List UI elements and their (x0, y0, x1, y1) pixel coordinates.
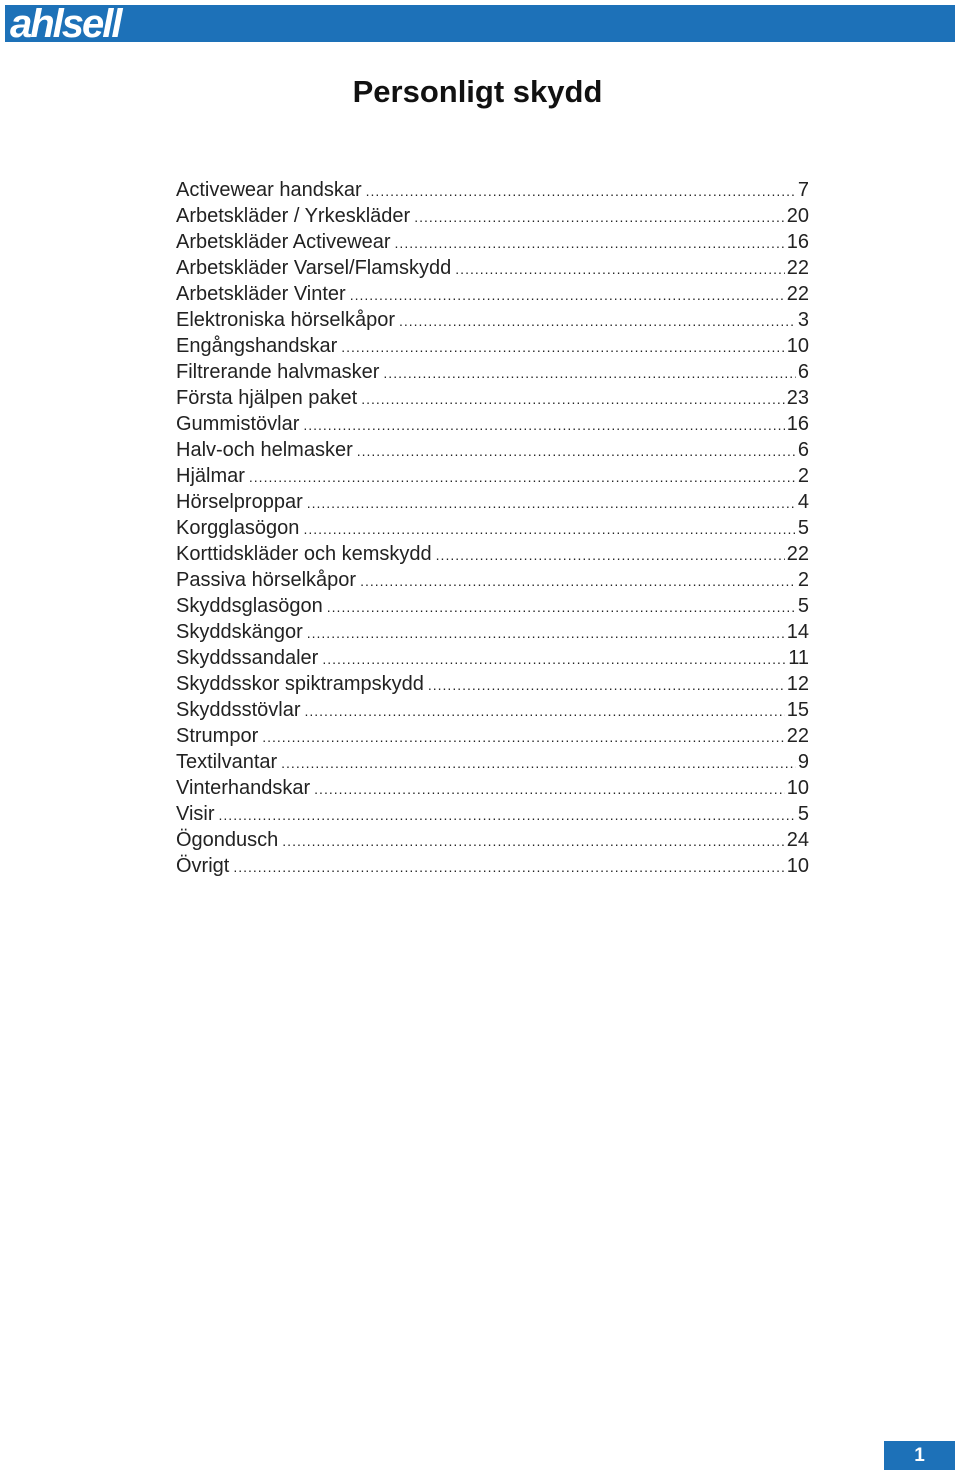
toc-entry-page: 3 (797, 309, 809, 331)
toc-dot-leader (341, 334, 785, 360)
toc-entry-label: Passiva hörselkåpor (176, 569, 357, 591)
toc-dot-leader (395, 230, 785, 256)
toc-entry[interactable] (176, 489, 809, 515)
toc-entry[interactable] (176, 853, 809, 879)
toc-entry-page: 5 (797, 595, 809, 617)
toc-entry-page: 22 (786, 725, 809, 747)
toc-dot-leader (307, 490, 796, 516)
toc-entry-page: 7 (797, 179, 809, 201)
toc-entry-page: 20 (786, 205, 809, 227)
toc-entry-page: 5 (797, 517, 809, 539)
toc-entry[interactable] (176, 723, 809, 749)
toc-entry[interactable] (176, 697, 809, 723)
toc-entry-label: Arbetskläder Vinter (176, 283, 346, 305)
toc-entry[interactable] (176, 255, 809, 281)
ahlsell-logo: ahlsell (10, 2, 121, 46)
toc-dot-leader (399, 308, 796, 334)
toc-dot-leader (303, 516, 795, 542)
toc-dot-leader (303, 412, 784, 438)
toc-entry[interactable] (176, 541, 809, 567)
toc-entry-label: Skyddskängor (176, 621, 303, 643)
toc-entry[interactable] (176, 619, 809, 645)
toc-entry[interactable] (176, 463, 809, 489)
toc-entry-page: 10 (786, 777, 809, 799)
toc-entry-label: Skyddsstövlar (176, 699, 301, 721)
toc-dot-leader (455, 256, 784, 282)
toc-dot-leader (249, 464, 796, 490)
toc-dot-leader (282, 828, 784, 854)
toc-entry[interactable] (176, 411, 809, 437)
toc-dot-leader (366, 178, 796, 204)
toc-entry-label: Hjälmar (176, 465, 245, 487)
toc-entry-page: 16 (786, 231, 809, 253)
toc-entry-label: Korgglasögon (176, 517, 300, 539)
toc-dot-leader (436, 542, 785, 568)
toc-entry-page: 14 (786, 621, 809, 643)
toc-dot-leader (414, 204, 785, 230)
toc-entry[interactable] (176, 515, 809, 541)
toc-entry-page: 6 (797, 439, 809, 461)
toc-entry-page: 2 (797, 465, 809, 487)
toc-entry-label: Arbetskläder Varsel/Flamskydd (176, 257, 452, 279)
toc-dot-leader (307, 620, 785, 646)
toc-entry[interactable] (176, 749, 809, 775)
toc-entry-page: 4 (797, 491, 809, 513)
toc-entry[interactable] (176, 567, 809, 593)
toc-entry-label: Halv-och helmasker (176, 439, 353, 461)
toc-entry-page: 5 (797, 803, 809, 825)
toc-entry-label: Filtrerande halvmasker (176, 361, 380, 383)
page-title: Personligt skydd (352, 74, 603, 109)
toc-dot-leader (219, 802, 796, 828)
toc-entry-page: 22 (786, 543, 809, 565)
toc-entry-page: 6 (797, 361, 809, 383)
toc-entry-page: 11 (788, 647, 809, 669)
toc-entry-label: Hörselproppar (176, 491, 303, 513)
toc-dot-leader (357, 438, 796, 464)
toc-dot-leader (322, 646, 786, 672)
toc-entry-label: Skyddsglasögon (176, 595, 323, 617)
toc-entry-label: Korttidskläder och kemskydd (176, 543, 432, 565)
toc-entry[interactable] (176, 385, 809, 411)
toc-entry-page: 24 (786, 829, 809, 851)
toc-entry-page: 12 (786, 673, 809, 695)
toc-entry[interactable] (176, 671, 809, 697)
toc-entry-label: Gummistövlar (176, 413, 300, 435)
toc-entry-page: 15 (786, 699, 809, 721)
toc-entry-label: Activewear handskar (176, 179, 362, 201)
toc-dot-leader (360, 568, 796, 594)
toc-entry[interactable] (176, 645, 809, 671)
toc-entry-page: 9 (797, 751, 809, 773)
toc-entry[interactable] (176, 801, 809, 827)
toc-dot-leader (350, 282, 785, 308)
toc-entry-label: Arbetskläder Activewear (176, 231, 391, 253)
toc-entry-label: Övrigt (176, 855, 230, 877)
toc-entry[interactable] (176, 775, 809, 801)
toc-entry-page: 16 (786, 413, 809, 435)
toc-entry-label: Skyddsskor spiktrampskydd (176, 673, 424, 695)
toc-dot-leader (383, 360, 795, 386)
toc-dot-leader (428, 672, 785, 698)
brand-header-bar (5, 2, 955, 46)
toc-entry-label: Skyddssandaler (176, 647, 319, 669)
toc-entry-label: Elektroniska hörselkåpor (176, 309, 395, 331)
toc-entry-page: 10 (786, 855, 809, 877)
toc-dot-leader (305, 698, 785, 724)
toc-entry[interactable] (176, 229, 809, 255)
toc-entry-label: Första hjälpen paket (176, 387, 358, 409)
toc-entry-label: Vinterhandskar (176, 777, 311, 799)
toc-entry[interactable] (176, 827, 809, 853)
toc-entry-label: Arbetskläder / Yrkeskläder (176, 205, 411, 227)
toc-entry-label: Visir (176, 803, 215, 825)
toc-dot-leader (314, 776, 785, 802)
toc-entry[interactable] (176, 307, 809, 333)
toc-entry-label: Textilvantar (176, 751, 278, 773)
toc-entry-page: 22 (786, 257, 809, 279)
toc-entry[interactable] (176, 177, 809, 203)
toc-dot-leader (281, 750, 796, 776)
toc-entry-page: 22 (786, 283, 809, 305)
toc-entry[interactable] (176, 333, 809, 359)
toc-entry-label: Ögondusch (176, 829, 279, 851)
toc-entry[interactable] (176, 203, 809, 229)
toc-entry[interactable] (176, 593, 809, 619)
table-of-contents (176, 177, 809, 879)
toc-entry-page: 2 (797, 569, 809, 591)
toc-entry-page: 23 (786, 387, 809, 409)
toc-entry-label: Engångshandskar (176, 335, 338, 357)
toc-dot-leader (327, 594, 796, 620)
toc-entry-label: Strumpor (176, 725, 259, 747)
toc-dot-leader (233, 854, 784, 880)
toc-entry[interactable] (176, 359, 809, 385)
toc-entry[interactable] (176, 281, 809, 307)
page-number-badge: 1 (884, 1441, 955, 1470)
toc-dot-leader (262, 724, 785, 750)
toc-dot-leader (361, 386, 785, 412)
toc-entry-page: 10 (786, 335, 809, 357)
toc-entry[interactable] (176, 437, 809, 463)
